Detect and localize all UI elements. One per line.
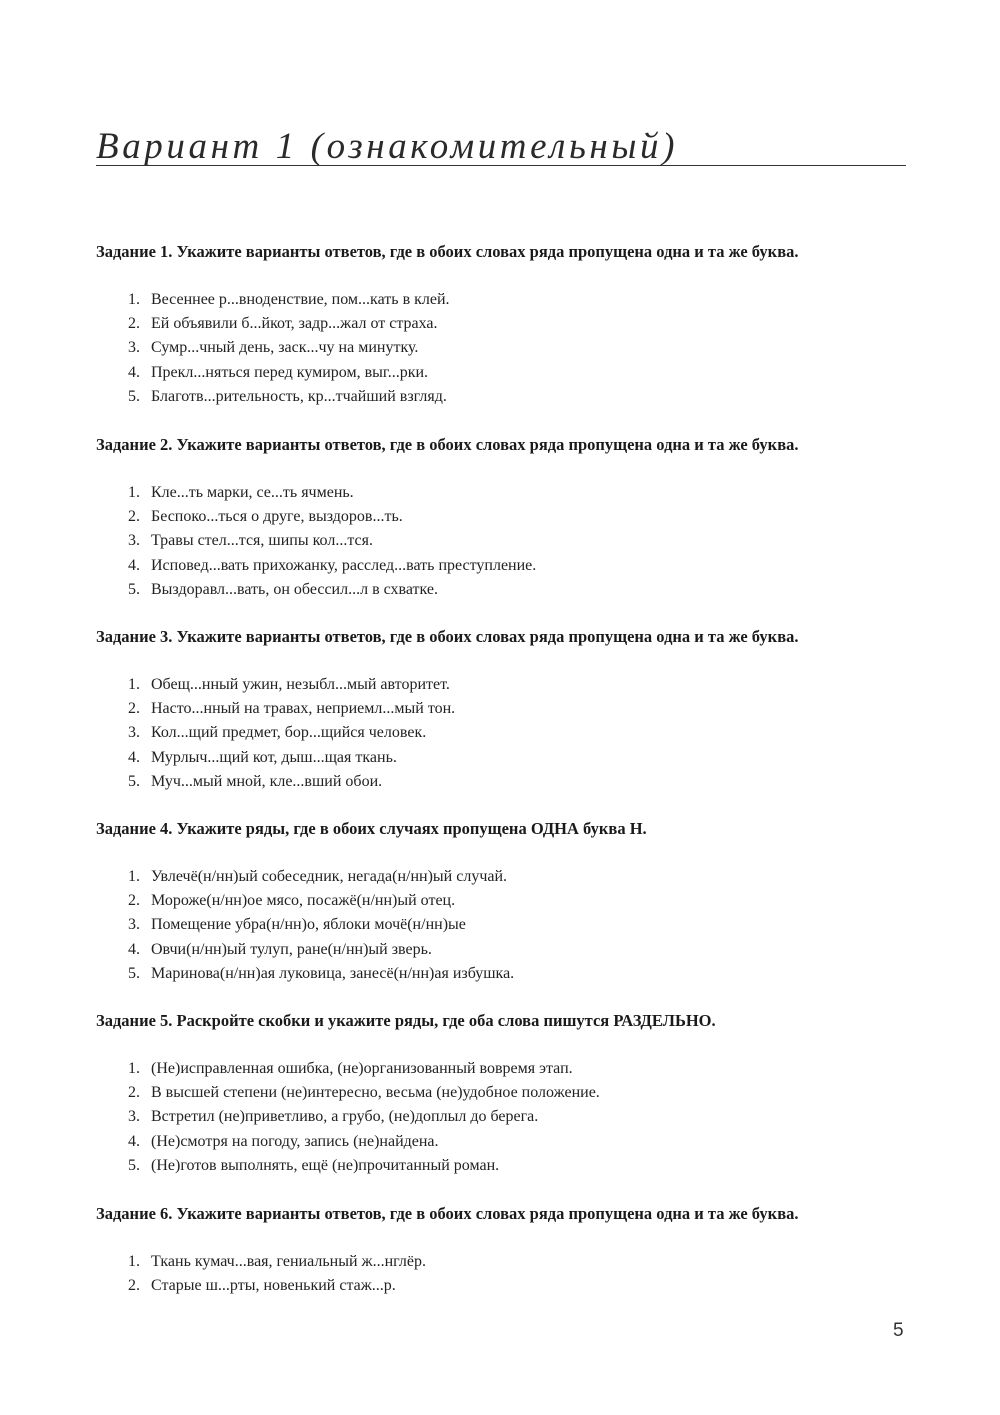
list-item: 2. Ей объявили б...йкот, задр...жал от страха. bbox=[128, 315, 438, 333]
list-item: 4. Овчи(н/нн)ый тулуп, ране(н/нн)ый зверь. bbox=[128, 940, 432, 958]
list-item: 3. Встретил (не)приветливо, а грубо, (не)доплыл до берега. bbox=[128, 1108, 539, 1126]
task-3 bbox=[96, 627, 916, 790]
task-6 bbox=[96, 1204, 916, 1295]
list-item: 1. (Не)исправленная ошибка, (не)организованный вовремя этап. bbox=[128, 1060, 573, 1077]
task-2 bbox=[96, 435, 916, 598]
list-item: 3. Сумр...чный день, заск...чу на минутку. bbox=[128, 339, 419, 357]
title-underline bbox=[96, 165, 906, 166]
list-item: 5. Благотв...рительность, кр...тчайший взгляд. bbox=[128, 387, 447, 405]
answer-list bbox=[128, 1057, 600, 1178]
list-item: 4. Мурлыч...щий кот, дыш...щая ткань. bbox=[128, 748, 397, 766]
task-1 bbox=[96, 242, 916, 405]
list-item: 2. Беспоко...ться о друге, выздоров...ть. bbox=[128, 508, 403, 526]
list-item: 2. Насто...нный на травах, неприемл...мый тон. bbox=[128, 700, 456, 718]
answer-list bbox=[128, 865, 514, 986]
list-item: 1. Увлечё(н/нн)ый собеседник, негада(н/нн)ый случай. bbox=[128, 868, 508, 885]
page-title: Вариант 1 (ознакомительный) bbox=[96, 126, 679, 167]
task-5 bbox=[96, 1011, 916, 1174]
task-4 bbox=[96, 819, 916, 982]
task-heading: Задание 3. Укажите варианты ответов, где в обоих словах ряда пропущена одна и та же буква. bbox=[96, 627, 799, 646]
list-item: 1. Обещ...нный ужин, незыбл...мый авторитет. bbox=[128, 676, 450, 693]
page-number: 5 bbox=[893, 1320, 904, 1341]
task-heading: Задание 2. Укажите варианты ответов, где в обоих словах ряда пропущена одна и та же буква. bbox=[96, 435, 799, 454]
list-item: 3. Кол...щий предмет, бор...щийся человек. bbox=[128, 724, 427, 742]
answer-list bbox=[128, 673, 455, 794]
task-heading: Задание 5. Раскройте скобки и укажите ряды, где оба слова пишутся РАЗДЕЛЬНО. bbox=[96, 1011, 716, 1030]
list-item: 2. В высшей степени (не)интересно, весьма (не)удобное положение. bbox=[128, 1084, 600, 1102]
list-item: 4. Прекл...няться перед кумиром, выг...рки. bbox=[128, 363, 429, 381]
list-item: 5. (Не)готов выполнять, ещё (не)прочитанный роман. bbox=[128, 1156, 500, 1174]
task-heading: Задание 6. Укажите варианты ответов, где в обоих словах ряда пропущена одна и та же буква. bbox=[96, 1204, 799, 1223]
list-item: 5. Маринова(н/нн)ая луковица, занесё(н/нн)ая избушка. bbox=[128, 964, 515, 982]
list-item: 1. Весеннее р...вноденствие, пом...кать в клей. bbox=[128, 291, 450, 308]
list-item: 4. (Не)смотря на погоду, запись (не)найдена. bbox=[128, 1132, 439, 1150]
list-item: 1. Ткань кумач...вая, гениальный ж...нглёр. bbox=[128, 1253, 426, 1270]
list-item: 4. Исповед...вать прихожанку, расслед...вать преступление. bbox=[128, 556, 537, 574]
task-heading: Задание 4. Укажите ряды, где в обоих случаях пропущена ОДНА буква Н. bbox=[96, 819, 647, 838]
answer-list bbox=[128, 1250, 426, 1298]
list-item: 1. Кле...ть марки, се...ть ячмень. bbox=[128, 484, 354, 501]
list-item: 2. Старые ш...рты, новенький стаж...р. bbox=[128, 1277, 396, 1295]
list-item: 3. Травы стел...тся, шипы кол...тся. bbox=[128, 532, 373, 550]
list-item: 5. Муч...мый мной, кле...вший обои. bbox=[128, 772, 383, 790]
list-item: 3. Помещение убра(н/нн)о, яблоки мочё(н/нн)ые bbox=[128, 916, 466, 934]
list-item: 5. Выздоравл...вать, он обессил...л в схватке. bbox=[128, 580, 439, 598]
answer-list bbox=[128, 288, 450, 409]
answer-list bbox=[128, 481, 536, 602]
list-item: 2. Мороже(н/нн)ое мясо, посажё(н/нн)ый отец. bbox=[128, 892, 456, 910]
task-heading: Задание 1. Укажите варианты ответов, где в обоих словах ряда пропущена одна и та же буква. bbox=[96, 242, 799, 261]
